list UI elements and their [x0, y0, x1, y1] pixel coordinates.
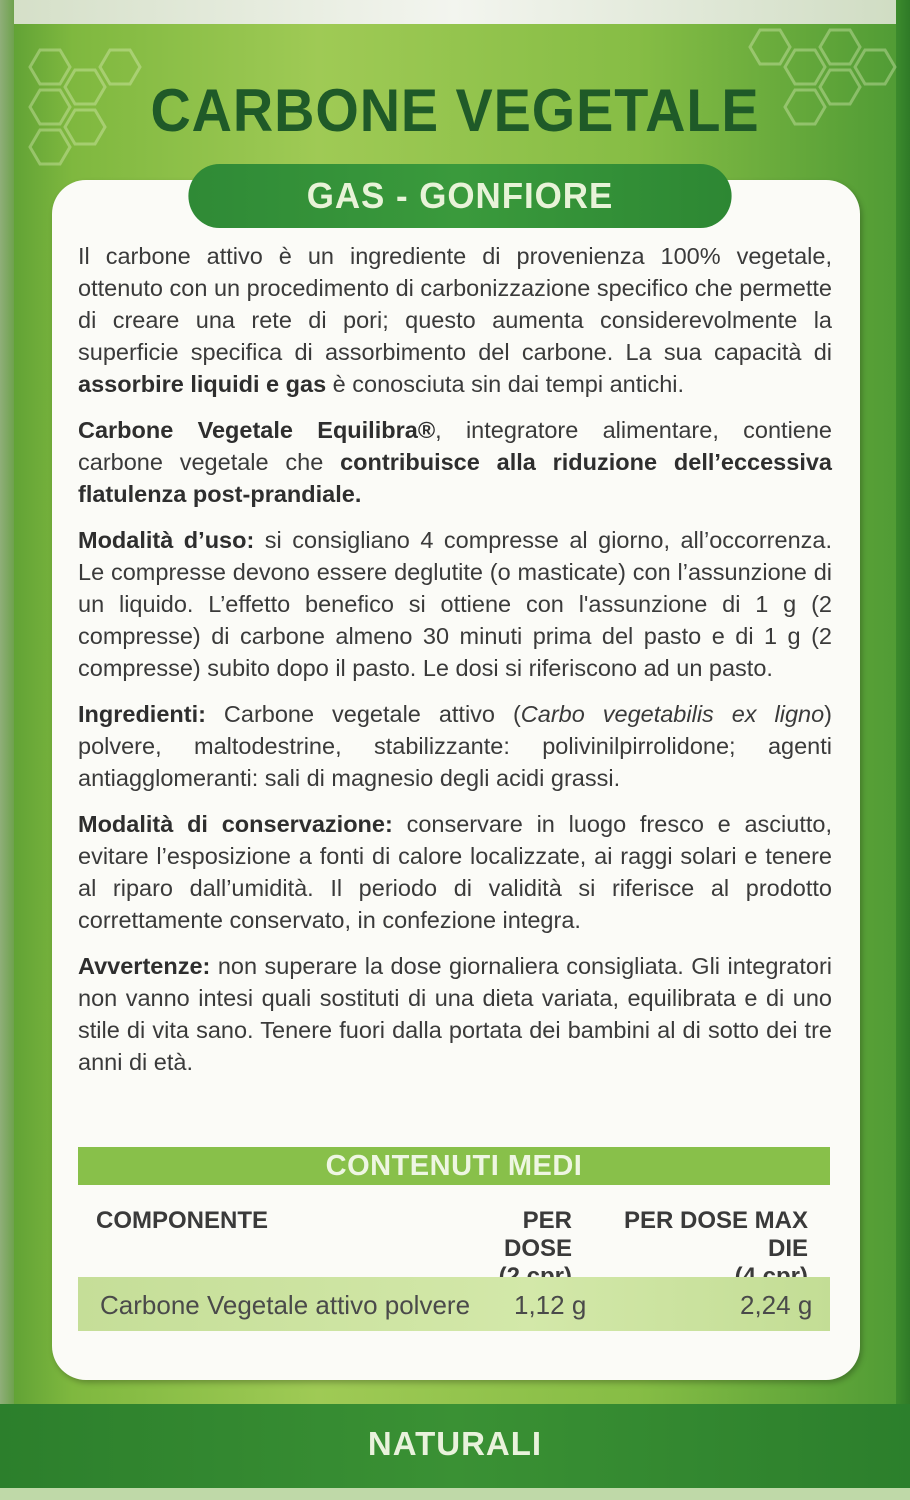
table-header: CONTENUTI MEDI — [78, 1147, 830, 1185]
p4-segment-1: Carbone vegetale attivo ( — [205, 701, 521, 727]
p2-segment-1: , integratore alimentare, contiene carbone vegetale che — [78, 417, 832, 475]
p4-segment-2: Carbo vegetabilis ex ligno — [520, 701, 825, 727]
row-per-dose-value: 1,12 g — [514, 1290, 587, 1320]
column-componente: COMPONENTE — [96, 1207, 269, 1234]
p6-segment-0: Avvertenze: — [78, 953, 211, 979]
p5-segment-0: Modalità di conservazione: — [78, 811, 393, 837]
p6-segment-1: non superare la dose giornaliera consigliata. Gli integratori non vanno intesi quali sostituti di una dieta variata, equilibrata e di uno stile di vita sano. Tenere fuori dalla portata dei bambini al di sotto dei tre anni di età. — [78, 953, 832, 1075]
p3-segment-1: si consigliano 4 compresse al giorno, all’occorrenza. Le compresse devono essere deglutite (o masticate) con l’assunzione di un liquido. L’effetto benefico si ottiene con l'assunzione di 1 g (2 compresse) di carbone almeno 30 minuti prima del pasto e di 1 g (2 compresse) subito dopo il pasto. Le dosi si riferiscono ad un pasto. — [78, 527, 832, 681]
p4-segment-0: Ingredienti: — [78, 701, 206, 727]
box-right-edge — [896, 0, 910, 1500]
footer-label: NATURALI — [367, 1425, 543, 1462]
paragraph-intro — [78, 240, 832, 400]
column-per-dose-line1: PER DOSE — [503, 1207, 572, 1262]
subtitle-badge: GAS - GONFIORE — [188, 164, 731, 228]
p2-segment-0: Carbone Vegetale Equilibra® — [78, 417, 436, 443]
column-per-dose-max-line1: PER DOSE MAX DIE — [623, 1207, 808, 1262]
table-row — [78, 1277, 830, 1331]
paragraph-usage — [78, 524, 832, 684]
product-title: CARBONE VEGETALE — [150, 77, 760, 144]
paragraph-storage — [78, 808, 832, 936]
box-left-edge — [0, 0, 14, 1500]
row-component-name: Carbone Vegetale attivo polvere — [100, 1290, 471, 1320]
p3-segment-0: Modalità d’uso: — [78, 527, 255, 553]
p4-segment-3: ) polvere, maltodestrine, stabilizzante: polivinilpirrolidone; agenti antiagglomeranti: sali di magnesio degli acidi grassi. — [78, 701, 832, 791]
p1-segment-0: Il carbone attivo è un ingrediente di provenienza 100% vegetale, ottenuto con un procedimento di carbonizzazione specifico che permette di creare una rete di pori; questo aumenta considerevolmente la superficie specifica di assorbimento del carbone. La sua capacità di — [78, 243, 832, 365]
p2-segment-2: contribuisce alla riduzione dell’eccessiva flatulenza post-prandiale. — [78, 449, 832, 507]
nutrition-table — [78, 1147, 830, 1331]
bottom-light-strip — [0, 1488, 910, 1500]
paragraph-warnings — [78, 950, 832, 1078]
p1-segment-1: assorbire liquidi e gas — [78, 371, 327, 397]
table-column-headers — [78, 1185, 830, 1277]
row-max-dose-value: 2,24 g — [740, 1290, 813, 1320]
description-text — [78, 240, 832, 1092]
paragraph-product — [78, 414, 832, 510]
p1-segment-2: è conosciuta sin dai tempi antichi. — [326, 371, 685, 397]
paragraph-ingredients — [78, 698, 832, 794]
p5-segment-1: conservare in luogo fresco e asciutto, evitare l’esposizione a fonti di calore localizzate, ai raggi solari e tenere al riparo dall’umidità. Il periodo di validità si riferisce al prodotto correttamente conservato, in confezione integra. — [78, 811, 833, 933]
